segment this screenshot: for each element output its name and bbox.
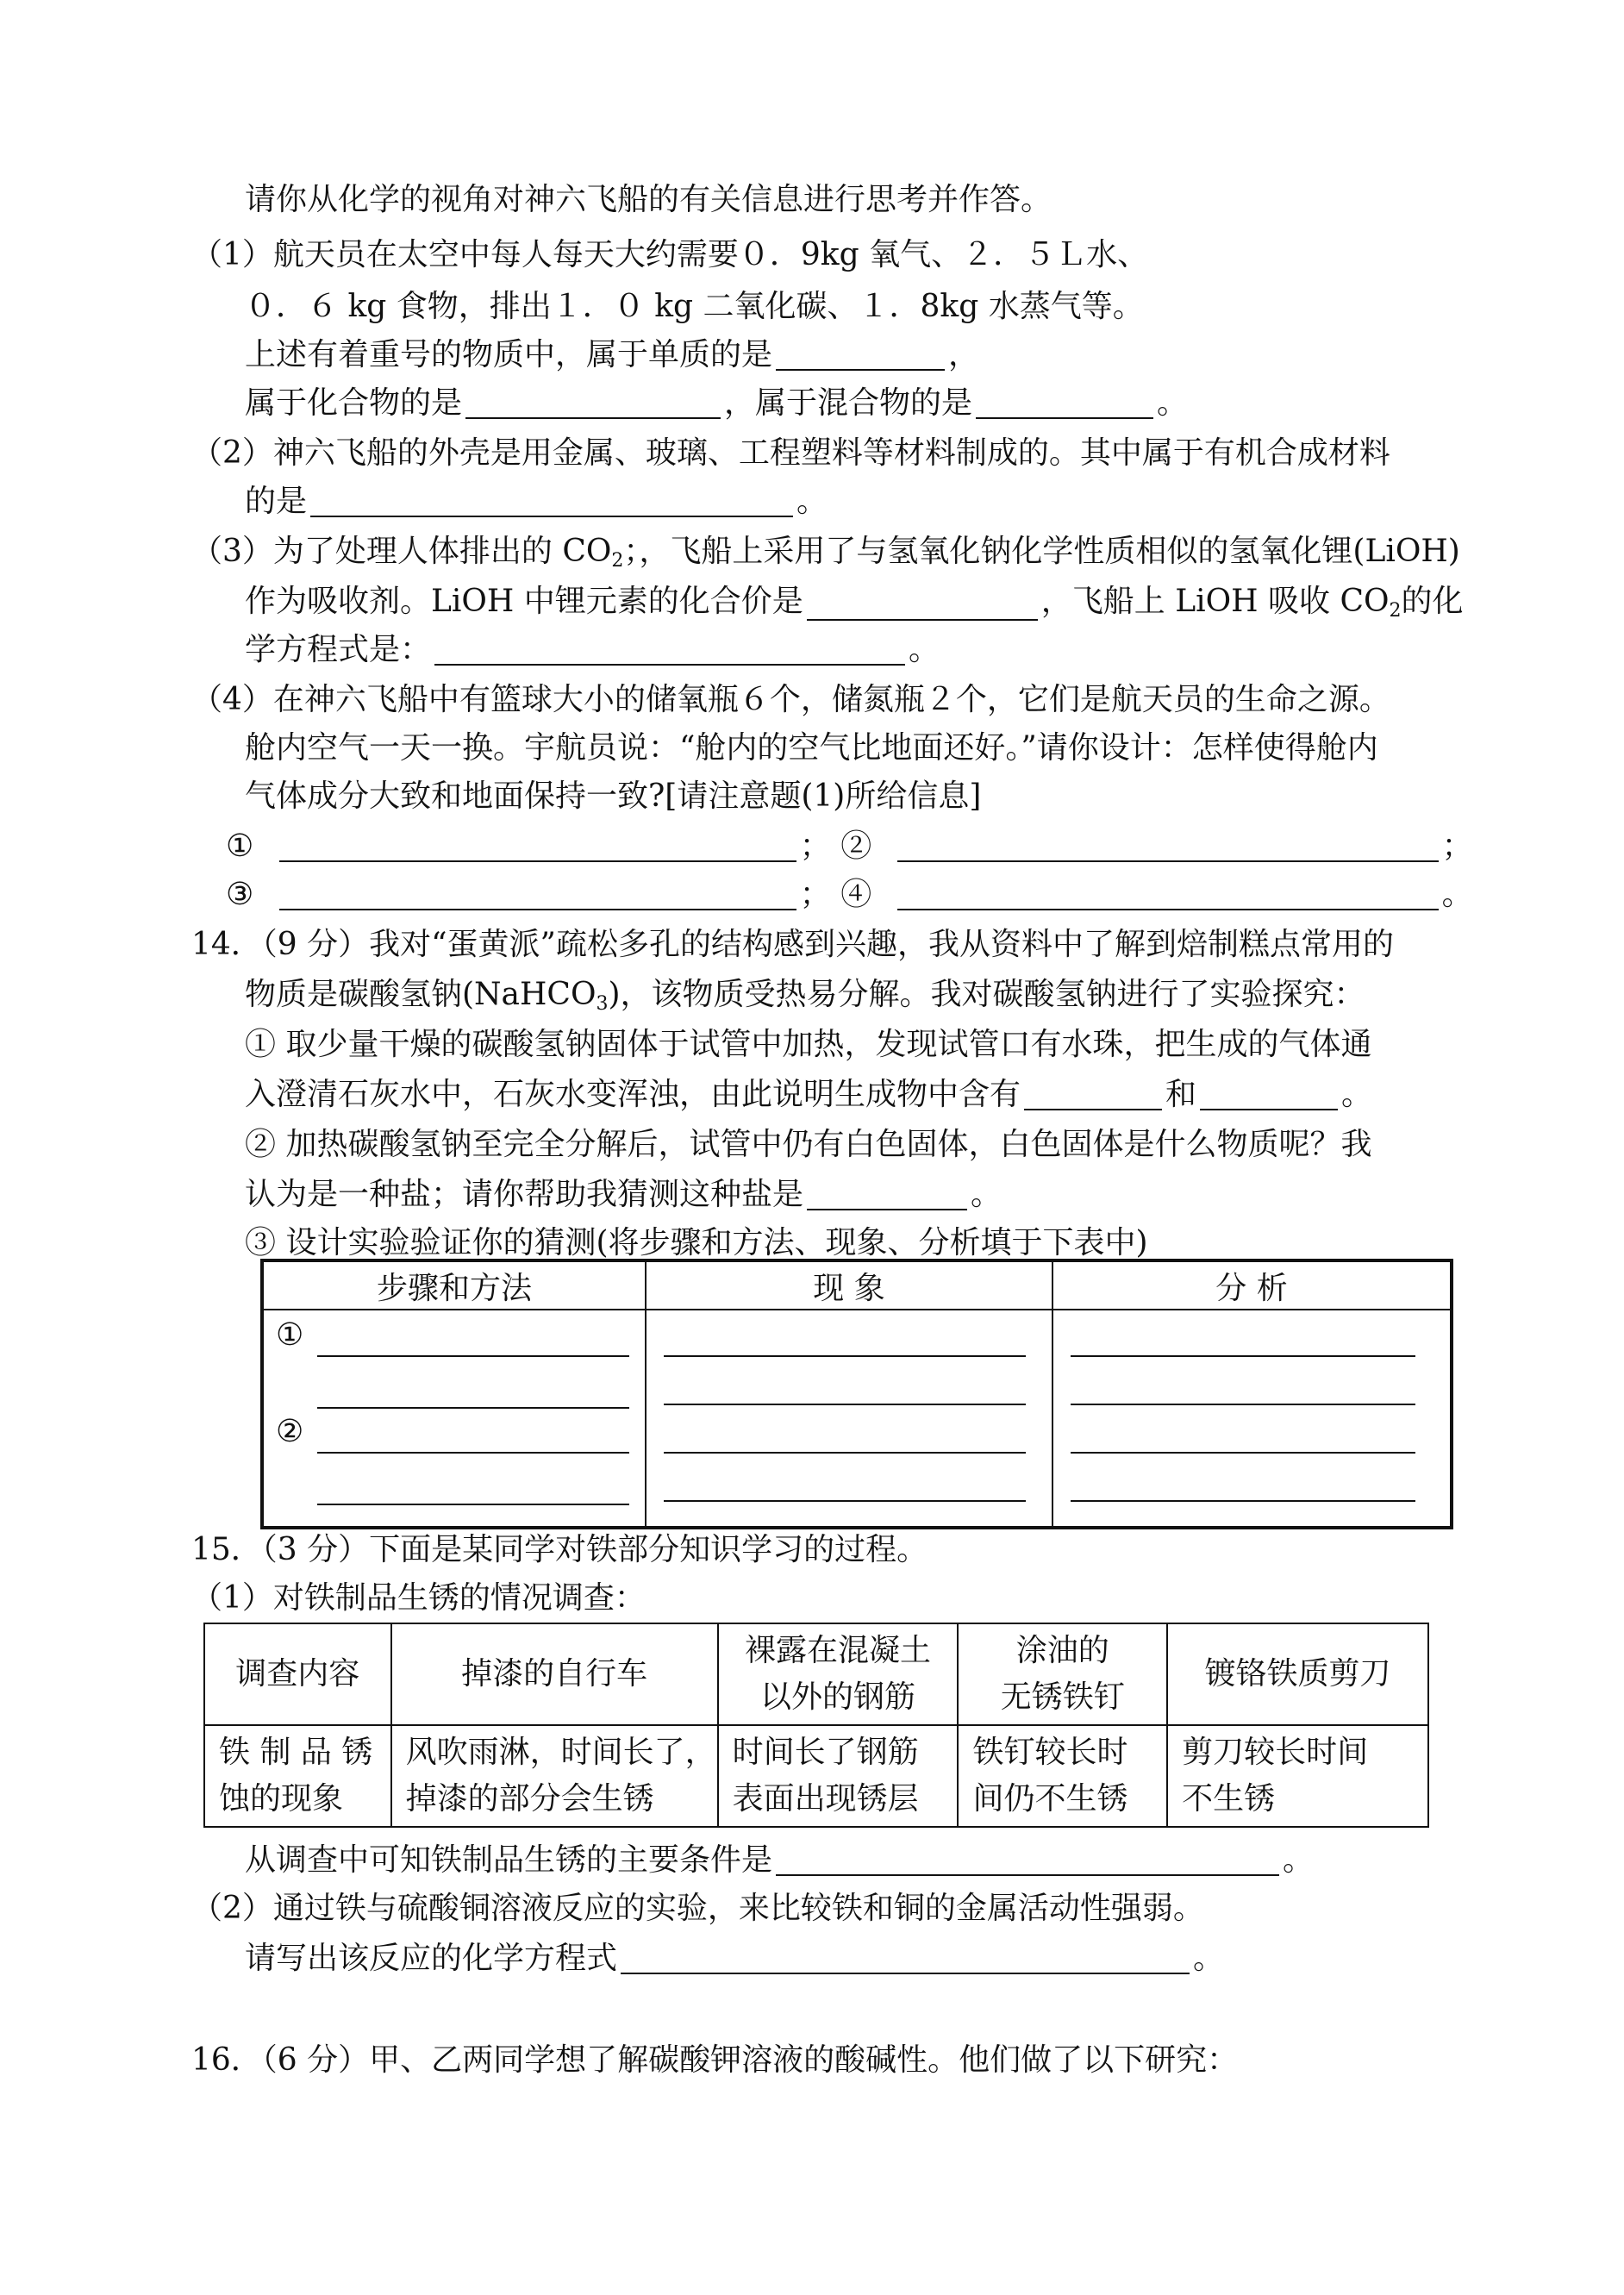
q13-3-line2-sub: 2 xyxy=(1389,600,1402,622)
q13-3-line2-c: 的化 xyxy=(1401,584,1464,619)
answer-blank-4-3[interactable] xyxy=(279,879,796,910)
q15-line3 xyxy=(245,1842,1315,1878)
q13-3-line3-suffix: 。 xyxy=(909,632,940,667)
analysis-cell xyxy=(1052,1310,1452,1528)
phenomenon-blank-4[interactable] xyxy=(664,1466,1026,1502)
survey-data-row xyxy=(204,1725,1428,1827)
answer-blank-mixture[interactable] xyxy=(976,388,1153,419)
table-header-phenomenon: 现 象 xyxy=(646,1260,1052,1310)
q16-line1: 16．（6 分）甲、乙两同学想了解碳酸钾溶液的酸碱性。他们做了以下研究： xyxy=(191,2042,1239,2078)
q14-s2-line2-b: 。 xyxy=(971,1177,1003,1212)
survey-header-cell xyxy=(1167,1623,1428,1725)
q14-s1-line1: ① 取少量干燥的碳酸氢钠固体于试管中加热，发现试管口有水珠，把生成的气体通 xyxy=(245,1027,1372,1062)
answer-blank-4-1[interactable] xyxy=(279,831,796,862)
q14-line2 xyxy=(245,979,1365,1014)
answer-blank-4-2[interactable] xyxy=(897,831,1439,862)
separator: ； xyxy=(1441,829,1473,864)
survey-cell-3a: 时间长了钢筋 xyxy=(732,1735,919,1770)
q15-line1: 15．（3 分）下面是某同学对铁部分知识学习的过程。 xyxy=(191,1532,928,1567)
q14-s2-line1: ② 加热碳酸氢钠至完全分解后，试管中仍有白色固体，白色固体是什么物质呢？我 xyxy=(245,1127,1372,1162)
table-header-analysis: 分 析 xyxy=(1052,1260,1452,1310)
answer-blank-valence[interactable] xyxy=(807,590,1038,621)
q14-s1-line2-c: 。 xyxy=(1341,1077,1373,1112)
survey-header-3b: 以外的钢筋 xyxy=(760,1679,916,1715)
mark-3: ③ xyxy=(226,877,254,912)
rust-survey-table xyxy=(203,1623,1429,1828)
intro-text: 请你从化学的视角对神六飞船的有关信息进行思考并作答。 xyxy=(245,182,1052,217)
survey-cell xyxy=(391,1725,718,1827)
q15-line4: （2）通过铁与硫酸铜溶液反应的实验，来比较铁和铜的金属活动性强弱。 xyxy=(191,1891,1204,1926)
survey-cell xyxy=(1167,1725,1428,1827)
phenomenon-blank-3[interactable] xyxy=(664,1417,1026,1454)
table-header-steps: 步骤和方法 xyxy=(262,1260,646,1310)
steps-cell xyxy=(262,1310,646,1528)
survey-cell xyxy=(958,1725,1167,1827)
separator: ； xyxy=(799,829,831,864)
q15-line2: （1）对铁制品生锈的情况调查： xyxy=(191,1580,646,1616)
step-2-blank-b[interactable] xyxy=(317,1469,629,1505)
step-1-blank-a[interactable] xyxy=(317,1321,629,1357)
answer-blank-equation-lioh[interactable] xyxy=(434,635,905,666)
q14-s1-line2-b: 和 xyxy=(1165,1077,1197,1112)
q14-s2-line2 xyxy=(245,1179,1002,1210)
q13-1-line2: ０．６ kg 食物，排出１．０ kg 二氧化碳、１．8kg 水蒸气等。 xyxy=(245,289,1144,324)
survey-cell-5a: 剪刀较长时间 xyxy=(1182,1735,1369,1770)
q13-2-line2-prefix: 的是 xyxy=(245,484,308,519)
survey-header-cell xyxy=(958,1623,1167,1725)
answer-blank-product-1[interactable] xyxy=(1024,1079,1162,1110)
q13-4-line2: 舱内空气一天一换。宇航员说：“舱内的空气比地面还好。”请你设计：怎样使得舱内 xyxy=(245,730,1378,766)
q13-2-line2-suffix: 。 xyxy=(796,484,828,519)
survey-cell-3b: 表面出现锈层 xyxy=(732,1781,919,1817)
analysis-blank-4[interactable] xyxy=(1071,1466,1415,1502)
q13-1-line1: （1）航天员在太空中每人每天大约需要０．9kg 氧气、２．５Ｌ水、 xyxy=(191,237,1149,272)
mark-2: ② xyxy=(840,829,872,864)
answer-blank-fe-cuso4-equation[interactable] xyxy=(621,1943,1190,1974)
survey-cell-1b: 蚀的现象 xyxy=(219,1781,344,1817)
experiment-table xyxy=(260,1259,1453,1529)
step-2-blank-a[interactable] xyxy=(317,1417,629,1454)
q13-1-line4 xyxy=(245,385,1189,421)
analysis-blank-2[interactable] xyxy=(1071,1369,1415,1405)
survey-cell-5b: 不生锈 xyxy=(1182,1781,1276,1817)
step-2-mark: ② xyxy=(276,1414,304,1449)
q15-line5-prefix: 请写出该反应的化学方程式 xyxy=(245,1941,618,1976)
analysis-blank-3[interactable] xyxy=(1071,1417,1415,1454)
survey-header-cell xyxy=(204,1623,391,1725)
answer-blank-organic-material[interactable] xyxy=(310,486,793,517)
q13-3-line2 xyxy=(245,586,1464,621)
separator: ； xyxy=(799,877,831,912)
answer-blank-4-4[interactable] xyxy=(897,879,1439,910)
answer-blank-element[interactable] xyxy=(776,340,945,371)
line-end: 。 xyxy=(1441,877,1473,912)
answer-blank-salt-guess[interactable] xyxy=(807,1179,967,1210)
survey-cell-1a: 铁 制 品 锈 xyxy=(219,1735,373,1770)
survey-header-2: 掉漆的自行车 xyxy=(461,1656,648,1692)
survey-header-cell xyxy=(718,1623,959,1725)
q15-line3-suffix: 。 xyxy=(1283,1842,1315,1878)
survey-header-row xyxy=(204,1623,1428,1725)
survey-header-1: 调查内容 xyxy=(235,1656,360,1692)
q15-line3-prefix: 从调查中可知铁制品生锈的主要条件是 xyxy=(245,1842,773,1878)
q13-1-line3-suffix: ， xyxy=(948,337,980,372)
survey-header-4a: 涂油的 xyxy=(1015,1633,1109,1668)
answer-blank-product-2[interactable] xyxy=(1200,1079,1338,1110)
q13-3-line1-b: ；，飞船上采用了与氢氧化钠化学性质相似的氢氧化锂(LiOH) xyxy=(623,534,1460,569)
q13-4-line1: （4）在神六飞船中有篮球大小的储氧瓶６个，储氮瓶２个，它们是航天员的生命之源。 xyxy=(191,682,1390,717)
survey-header-3a: 裸露在混凝土 xyxy=(745,1633,932,1668)
q13-4-row1 xyxy=(226,831,1473,862)
q14-line2-b: )，该物质受热易分解。我对碳酸氢钠进行了实验探究： xyxy=(608,977,1365,1012)
survey-header-5: 镀铬铁质剪刀 xyxy=(1204,1656,1391,1692)
survey-cell xyxy=(204,1725,391,1827)
survey-cell-2b: 掉漆的部分会生锈 xyxy=(405,1781,654,1817)
q13-1-line4-mid: ，属于混合物的是 xyxy=(724,385,973,421)
q14-line2-sub: 3 xyxy=(596,993,609,1015)
q14-line2-a: 物质是碳酸氢钠(NaHCO xyxy=(245,977,597,1012)
phenomenon-blank-2[interactable] xyxy=(664,1369,1026,1405)
mark-4: ④ xyxy=(840,877,872,912)
q14-s2-line2-a: 认为是一种盐；请你帮助我猜测这种盐是 xyxy=(245,1177,804,1212)
analysis-blank-1[interactable] xyxy=(1071,1321,1415,1357)
q13-2-line1: （2）神六飞船的外壳是用金属、玻璃、工程塑料等材料制成的。其中属于有机合成材料 xyxy=(191,435,1390,471)
step-1-blank-b[interactable] xyxy=(317,1373,629,1409)
step-1-mark: ① xyxy=(276,1317,304,1353)
survey-cell-4b: 间仍不生锈 xyxy=(972,1781,1128,1817)
q14-line1: 14．（9 分）我对“蛋黄派”疏松多孔的结构感到兴趣，我从资料中了解到焙制糕点常用的 xyxy=(191,927,1394,962)
phenomenon-blank-1[interactable] xyxy=(664,1321,1026,1357)
q13-4-row2 xyxy=(226,879,1473,910)
q13-3-line1 xyxy=(191,536,1460,571)
answer-blank-compound[interactable] xyxy=(465,388,721,419)
q13-3-line3 xyxy=(245,632,940,667)
q14-s1-line2-a: 入澄清石灰水中，石灰水变浑浊，由此说明生成物中含有 xyxy=(245,1077,1021,1112)
answer-blank-rust-condition[interactable] xyxy=(776,1845,1279,1876)
phenomenon-cell xyxy=(646,1310,1052,1528)
q13-3-line2-b: ，飞船上 LiOH 吸收 CO xyxy=(1040,584,1390,619)
q14-s3-line1: ③ 设计实验验证你的猜测(将步骤和方法、现象、分析填于下表中) xyxy=(245,1225,1148,1260)
q13-3-line2-a: 作为吸收剂。LiOH 中锂元素的化合价是 xyxy=(245,584,803,619)
q14-s1-line2 xyxy=(245,1079,1372,1110)
mark-1: ① xyxy=(226,829,254,864)
q13-1-line4-suffix: 。 xyxy=(1157,385,1189,421)
q13-1-line4-prefix: 属于化合物的是 xyxy=(245,385,463,421)
q13-3-line1-a: （3）为了处理人体排出的 CO xyxy=(191,534,612,569)
q13-1-line3 xyxy=(245,337,980,372)
q13-3-line3-prefix: 学方程式是： xyxy=(245,632,432,667)
q13-4-line3: 气体成分大致和地面保持一致?[请注意题(1)所给信息] xyxy=(245,779,982,814)
q13-1-line3-prefix: 上述有着重号的物质中，属于单质的是 xyxy=(245,337,773,372)
q15-line5-suffix: 。 xyxy=(1193,1941,1225,1976)
q13-3-line1-sub: 2 xyxy=(611,550,624,572)
q15-line5 xyxy=(245,1943,1224,1974)
survey-cell xyxy=(718,1725,959,1827)
survey-header-4b: 无锈铁钉 xyxy=(1000,1679,1125,1715)
q13-2-line2 xyxy=(245,486,828,517)
survey-cell-4a: 铁钉较长时 xyxy=(972,1735,1128,1770)
survey-header-cell xyxy=(391,1623,718,1725)
survey-cell-2a: 风吹雨淋，时间长了， xyxy=(405,1735,716,1770)
